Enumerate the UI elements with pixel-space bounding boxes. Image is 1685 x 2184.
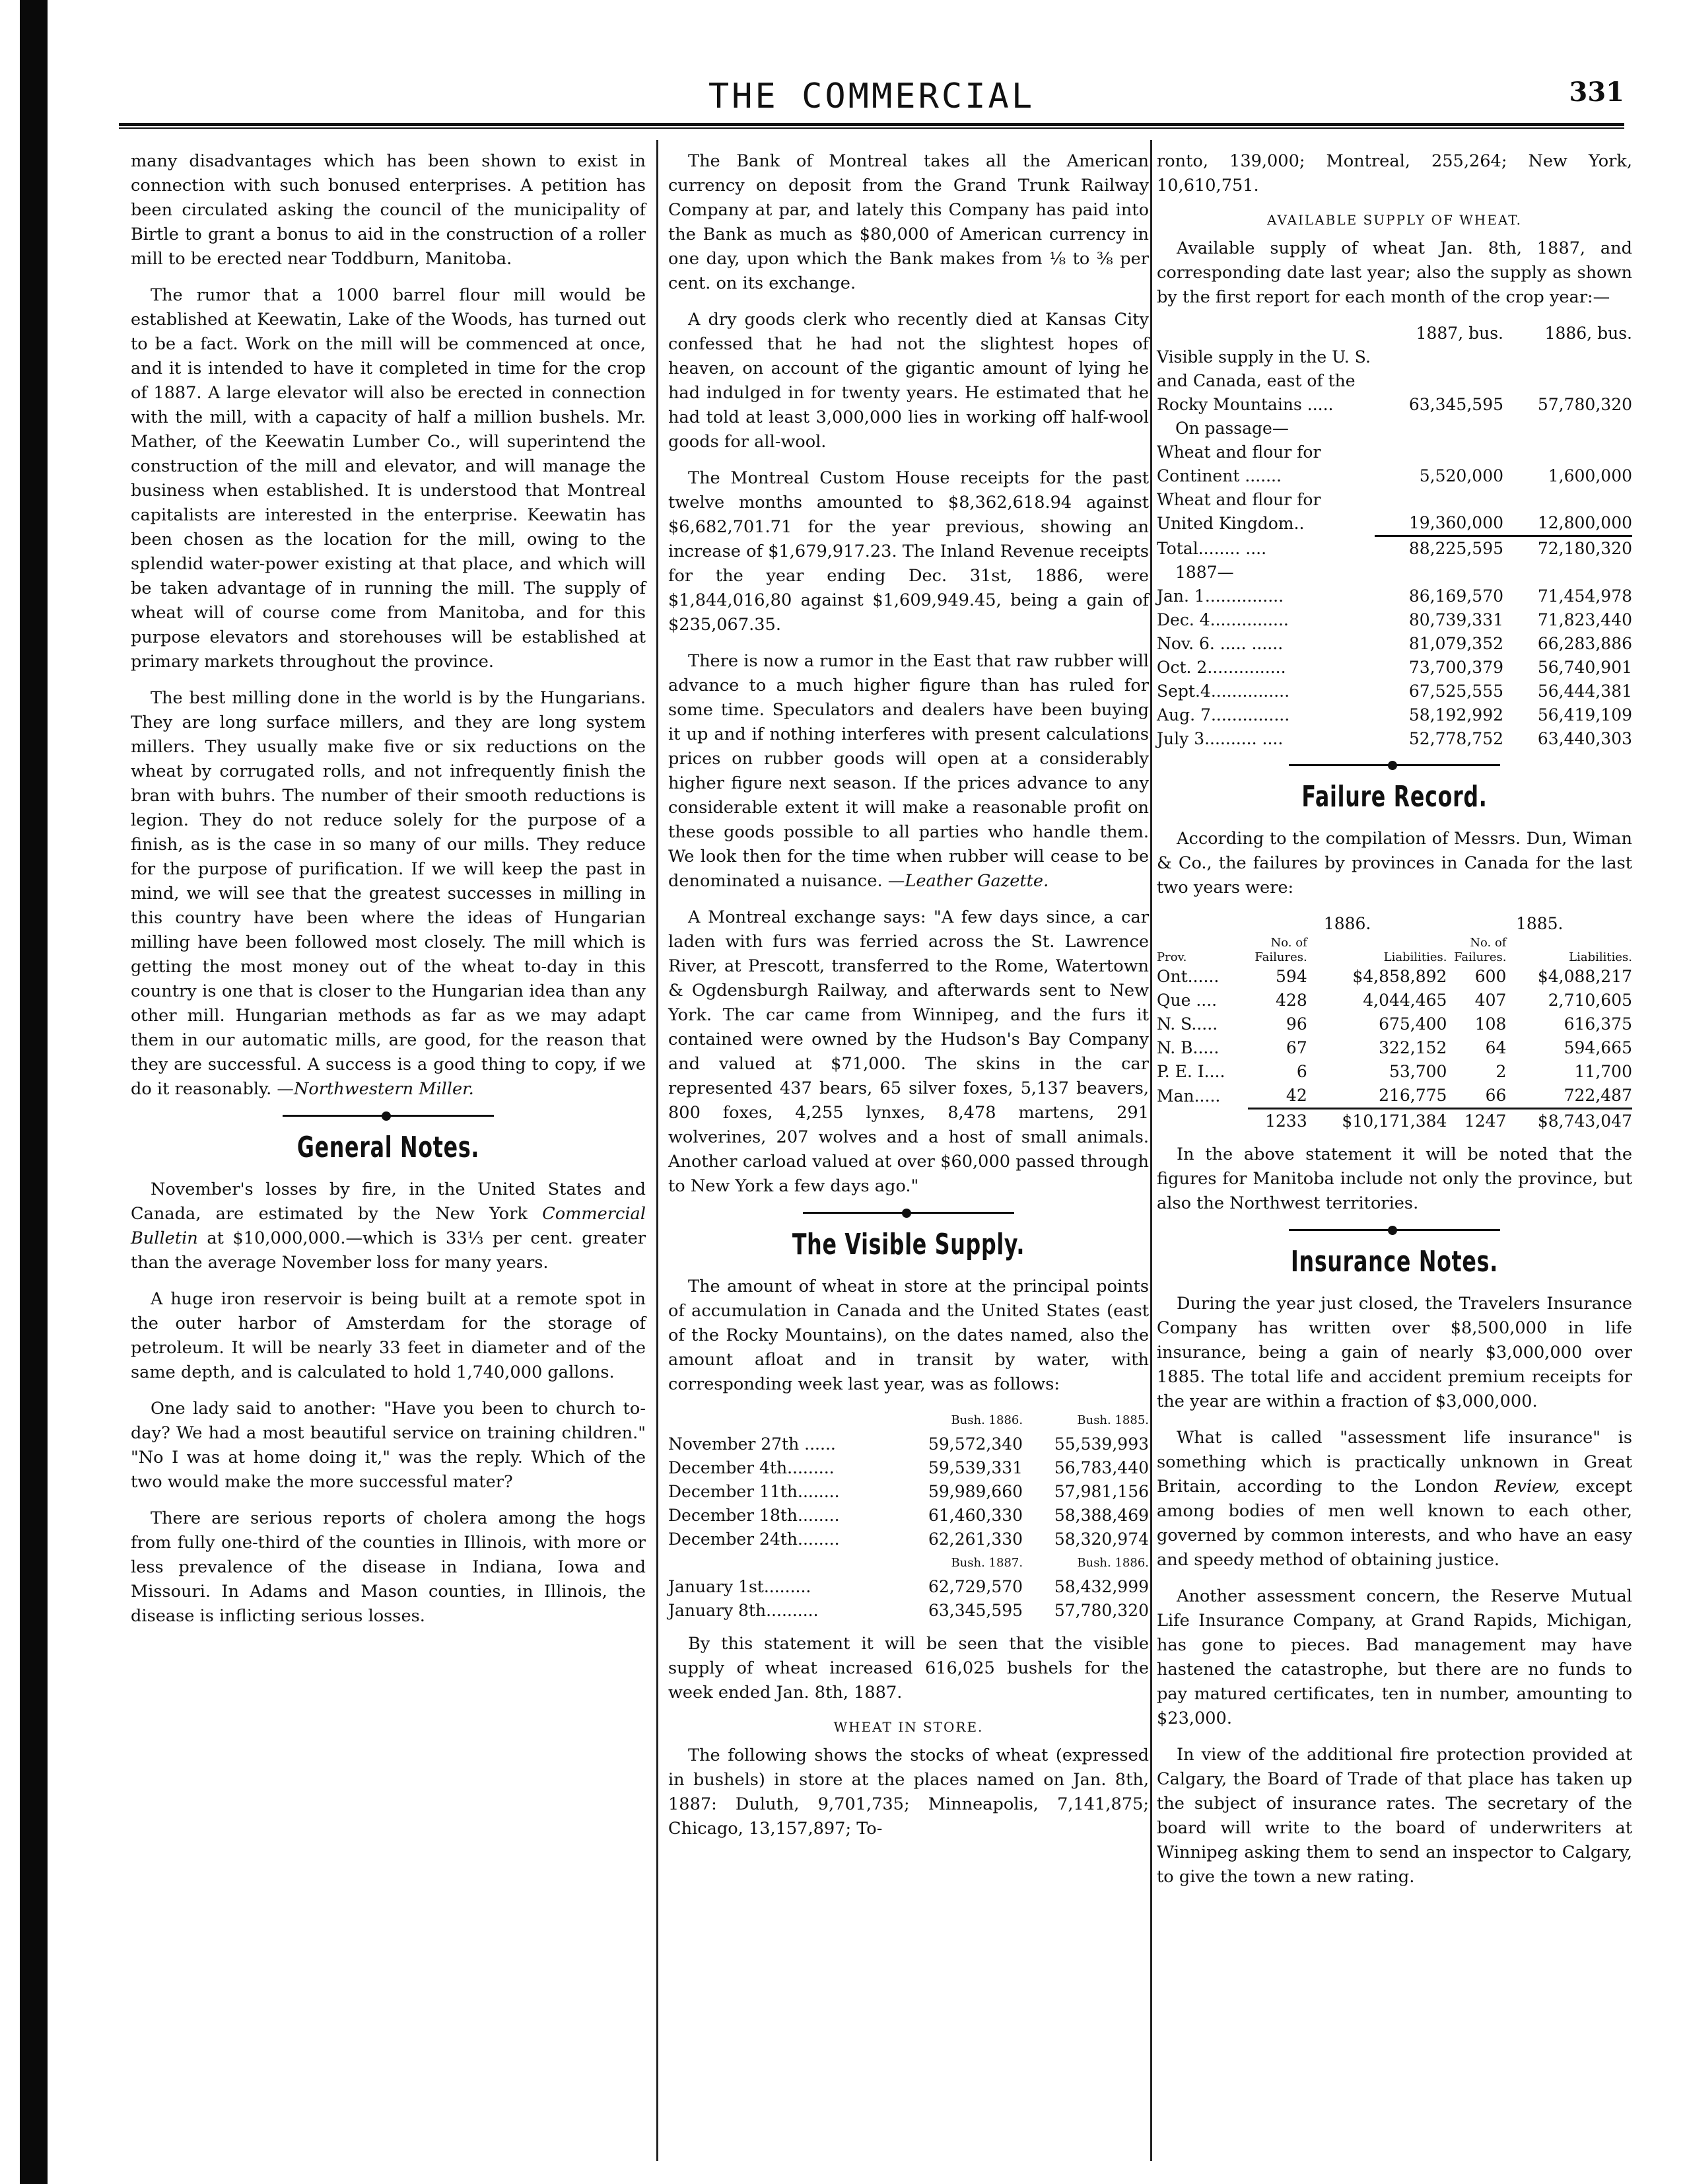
column-header: 1887, bus. bbox=[1416, 324, 1503, 343]
paragraph-text: What is called "assessment life insurance" is something which is practically unknown in Great Britain, according to the London bbox=[1157, 1427, 1632, 1497]
table-header-row bbox=[1157, 912, 1632, 936]
paragraph-text: except among bodies of men well known to each other, governed by common interests, and who have an easy and speedy method of obtaining justice. bbox=[1157, 1476, 1632, 1570]
paragraph bbox=[668, 649, 1149, 894]
table-row: Oct. 2............... 73,700,379 56,740,901 bbox=[1157, 657, 1632, 677]
table-row: Wheat and flour for United Kingdom.. 19,360,000 12,800,000 bbox=[1157, 490, 1632, 533]
table-row: December 18th........ 61,460,330 58,388,469 bbox=[668, 1506, 1149, 1525]
paragraph: One lady said to another: "Have you been to church to-day? We had a most beautiful service on training children." "No I was at home doing it," was the reply. Which of the two would make the more successful mater? bbox=[131, 1399, 646, 1492]
paragraph: In the above statement it will be noted that the figures for Manitoba include not only the province, but also the Northwest territories. bbox=[1157, 1144, 1632, 1213]
table-header-row bbox=[1157, 936, 1632, 965]
column-1 bbox=[131, 149, 646, 1640]
source-credit: Leather Gazette. bbox=[905, 871, 1049, 891]
publication-name: Review, bbox=[1494, 1476, 1560, 1497]
table-row: Wheat and flour for Continent ....... 5,520,000 1,600,000 bbox=[1157, 442, 1632, 485]
column-header: Bush. 1886. bbox=[951, 1413, 1023, 1427]
table-row: P. E. I.... 6 53,700 2 11,700 bbox=[1157, 1061, 1632, 1081]
paragraph: During the year just closed, the Travelers Insurance Company has written over $8,500,000 in life insurance, being a gain of nearly $3,000,000 over 1885. The total life and accident premium receipts for the year are within a fraction of $3,000,000. bbox=[1157, 1293, 1632, 1411]
table-row: November 27th ...... 59,572,340 55,539,993 bbox=[668, 1434, 1149, 1454]
table-header-row bbox=[668, 1409, 1149, 1432]
paragraph bbox=[1157, 1426, 1632, 1572]
paragraph: According to the compilation of Messrs. Dun, Wiman & Co., the failures by provinces in Canada for the last two years were: bbox=[1157, 828, 1632, 898]
column-header: Liabilities. bbox=[1383, 950, 1447, 964]
column-header: No. of Failures. bbox=[1255, 935, 1307, 964]
paragraph: The Montreal Custom House receipts for the past twelve months amounted to $8,362,618.94 against $6,682,701.71 for the year previous, showing an increase of $1,679,917.23. The Inland Revenue receipts for the year ending Dec. 31st, 1886, were $1,844,016,80 against $1,609,949.45, being a gain of $235,067.35. bbox=[668, 468, 1149, 635]
paragraph-text: The best milling done in the world is by the Hungarians. They are long surface millers, and they are long system millers. They usually make five or six reductions on the wheat by corrugated rolls, and not infrequently finish the bran with buhrs. The number of their smooth reductions is legion. They do not reduce solely for the purpose of a finish, as is the case in so many of our mills. They reduce for the purpose of purification. If we will keep the past in mind, we will see that the greatest successes in milling in this country have been where the ideas of Hungarian milling have been followed most closely. The mill which is getting the most money out of the wheat to-day in this country is one that is closer to the Hungarian idea than any other mill. Hungarian methods as far as we may adapt them in our automatic mills, are good, for the reason that they are successful. A success is a good thing to copy, if we do it reasonably. — bbox=[131, 688, 646, 1099]
paragraph bbox=[131, 686, 646, 1102]
section-separator bbox=[131, 1115, 646, 1117]
paragraph: By this statement it will be seen that the visible supply of wheat increased 616,025 bushels for the week ended Jan. 8th, 1887. bbox=[668, 1634, 1149, 1703]
table-row: Que .... 428 4,044,465 407 2,710,605 bbox=[1157, 990, 1632, 1010]
section-heading: The Visible Supply. bbox=[792, 1228, 1025, 1261]
paragraph: Available supply of wheat Jan. 8th, 1887, and corresponding date last year; also the supply as shown by the first report for each month of the crop year:— bbox=[1157, 238, 1632, 307]
header-rule bbox=[119, 123, 1624, 129]
paragraph: There are serious reports of cholera among the hogs from fully one-third of the counties in Illinois, with more or less prevalence of the disease in Indiana, Iowa and Missouri. In Adams and Mason counties, in Illinois, the disease is inflicting serious losses. bbox=[131, 1508, 646, 1626]
section-heading: Insurance Notes. bbox=[1291, 1244, 1498, 1279]
column-header: Liabilities. bbox=[1569, 950, 1632, 964]
table-row: N. S..... 96 675,400 108 616,375 bbox=[1157, 1014, 1632, 1034]
binding-edge bbox=[20, 0, 48, 2184]
column-header: No. of Failures. bbox=[1454, 935, 1507, 964]
table-row: Aug. 7............... 58,192,992 56,419,109 bbox=[1157, 705, 1632, 724]
paragraph-text: November's losses by fire, in the United States and Canada, are estimated by the New York bbox=[131, 1180, 646, 1224]
column-divider bbox=[656, 140, 658, 2161]
table-row: Nov. 6. ..... ...... 81,079,352 66,283,886 bbox=[1157, 633, 1632, 653]
table-row: Dec. 4............... 80,739,331 71,823,440 bbox=[1157, 610, 1632, 629]
column-2 bbox=[668, 149, 1149, 1853]
paragraph: many disadvantages which has been shown to exist in connection with such bonused enterprises. A petition has been circulated asking the council of the municipality of Birtle to grant a bonus to aid in the construction of a roller mill to be erected near Toddburn, Manitoba. bbox=[131, 151, 646, 269]
paragraph: Another assessment concern, the Reserve Mutual Life Insurance Company, at Grand Rapids, Michigan, has gone to pieces. Bad management may have hastened the catastrophe, but there are no funds to pay matured certificates, ten in number, amounting to $23,000. bbox=[1157, 1586, 1632, 1728]
source-credit: Northwestern Miller. bbox=[293, 1079, 474, 1099]
paragraph: A huge iron reservoir is being built at a remote spot in the outer harbor of Amsterdam for the storage of petroleum. It will be nearly 33 feet in diameter and of the same depth, and is calculated to hold 1,740,000 gallons. bbox=[131, 1289, 646, 1382]
section-heading: General Notes. bbox=[296, 1131, 480, 1164]
table-row: December 24th........ 62,261,330 58,320,974 bbox=[668, 1530, 1149, 1549]
table-row: Jan. 1............... 86,169,570 71,454,978 bbox=[1157, 586, 1632, 606]
available-supply-table bbox=[1157, 322, 1632, 751]
paragraph: In view of the additional fire protection provided at Calgary, the Board of Trade of that place has taken up the subject of insurance rates. The secretary of the board will write to the board of underwriters at Winnipeg asking them to send an inspector to Calgary, to give the town a new rating. bbox=[1157, 1744, 1632, 1887]
page-number: 331 bbox=[1569, 77, 1624, 108]
year-header: 1885. bbox=[1515, 913, 1564, 933]
column-header: Bush. 1887. bbox=[951, 1556, 1023, 1570]
column-divider bbox=[1150, 140, 1152, 2161]
table-row: Sept.4............... 67,525,555 56,444,381 bbox=[1157, 681, 1632, 701]
table-row: Visible supply in the U. S. and Canada, east of the Rocky Mountains ..... 63,345,595 57,780,320 bbox=[1157, 347, 1632, 414]
table-row: December 4th......... 59,539,331 56,783,440 bbox=[668, 1458, 1149, 1477]
visible-supply-table bbox=[668, 1409, 1149, 1623]
publication-title: THE COMMERCIAL bbox=[708, 77, 1035, 116]
table-row: On passage— bbox=[1175, 419, 1289, 438]
publication-name: Commercial Bulletin bbox=[131, 1204, 646, 1248]
table-row: N. B..... 67 322,152 64 594,665 bbox=[1157, 1038, 1632, 1057]
paragraph-text: There is now a rumor in the East that raw rubber will advance to a much higher figure than has ruled for some time. Speculators and dealers have been buying it up and if nothing interferes with present calculations prices on rubber goods will open at a considerably higher figure next season. If the prices advance to any considerable extent it will make a reasonable profit on these goods possible to all parties who handle them. We look then for the time when rubber will cease to be denominated a nuisance. — bbox=[668, 651, 1149, 891]
section-heading: Failure Record. bbox=[1301, 779, 1488, 814]
table-total-row: 1233 $10,171,384 1247 $8,743,047 bbox=[1157, 1108, 1632, 1133]
paragraph-text: at $10,000,000.—which is 33⅓ per cent. greater than the average November loss for many years. bbox=[131, 1228, 646, 1273]
table-row: July 3.......... .... 52,778,752 63,440,303 bbox=[1157, 728, 1632, 748]
page-header bbox=[119, 71, 1624, 124]
failure-record-table bbox=[1157, 912, 1632, 1133]
table-row: January 8th.......... 63,345,595 57,780,320 bbox=[668, 1601, 1149, 1620]
table-row: 1887— bbox=[1175, 562, 1234, 582]
table-row: December 11th........ 59,989,660 57,981,156 bbox=[668, 1482, 1149, 1501]
table-row: Ont...... 594 $4,858,892 600 $4,088,217 bbox=[1157, 966, 1632, 986]
paragraph: A Montreal exchange says: "A few days since, a car laden with furs was ferried across the St. Lawrence River, at Prescott, transferred to the Rome, Watertown & Ogdensburgh Railway, and afterwards sent to New York. The car came from Winnipeg, and the furs it contained were owned by the Hudson's Bay Company and valued at $71,000. The skins in the car represented 437 bears, 65 silver foxes, 5,137 beavers, 800 foxes, 4,255 lynxes, 8,478 martens, 291 wolverines, 207 wolves and a host of small animals. Another carload valued at over $60,000 passed through to New York a few days ago." bbox=[668, 907, 1149, 1196]
column-header: Bush. 1886. bbox=[1077, 1556, 1149, 1570]
column-header: 1886, bus. bbox=[1544, 324, 1632, 343]
table-header-row bbox=[1157, 322, 1632, 345]
table-row: Man..... 42 216,775 66 722,487 bbox=[1157, 1085, 1632, 1106]
column-3 bbox=[1157, 149, 1632, 1901]
table-row: January 1st......... 62,729,570 58,432,999 bbox=[668, 1577, 1149, 1596]
paragraph: ronto, 139,000; Montreal, 255,264; New York, 10,610,751. bbox=[1157, 151, 1632, 195]
paragraph: The Bank of Montreal takes all the American currency on deposit from the Grand Trunk Railway Company at par, and lately this Company has paid into the Bank as much as $80,000 of American currency in one day, upon which the Bank makes from ⅛ to ⅜ per cent. on its exchange. bbox=[668, 151, 1149, 293]
column-header: Bush. 1885. bbox=[1077, 1413, 1149, 1427]
paragraph: The amount of wheat in store at the principal points of accumulation in Canada and the United States (east of the Rocky Mountains), on the dates named, also the amount afloat and in transit by water, with corresponding week last year, was as follows: bbox=[668, 1277, 1149, 1394]
paragraph bbox=[131, 1178, 646, 1275]
paragraph: A dry goods clerk who recently died at Kansas City confessed that he had not the slightest hopes of heaven, on account of the gigantic amount of lying he had indulged in for twenty years. He estimated that he had told at least 3,000,000 lies in working off half-wool goods for all-wool. bbox=[668, 310, 1149, 452]
table-header-row bbox=[668, 1551, 1149, 1575]
section-separator bbox=[1157, 764, 1632, 766]
column-header: Prov. bbox=[1157, 950, 1187, 964]
table-total-row: Total........ .... 88,225,595 72,180,320 bbox=[1157, 536, 1632, 561]
section-separator bbox=[668, 1212, 1149, 1214]
paragraph: The rumor that a 1000 barrel flour mill would be established at Keewatin, Lake of the Woods, has turned out to be a fact. Work on the mill will be commenced at once, and it is intended to have it completed in time for the crop of 1887. A large elevator will also be erected in connection with the mill, with a capacity of half a million bushels. Mr. Mather, of the Keewatin Lumber Co., will superintend the construction of the mill and elevator, and will manage the business when established. It is understood that Montreal capitalists are interested in the enterprise. Keewatin has been chosen as the location for the mill, owing to the splendid water-power existing at that place, and which will be taken advantage of in running the mill. The supply of wheat will of course come from Manitoba, and for this purpose elevators and storehouses will be established at primary markets throughout the province. bbox=[131, 285, 646, 672]
paragraph: The following shows the stocks of wheat (expressed in bushels) in store at the places named on Jan. 8th, 1887: Duluth, 9,701,735; Minneapolis, 7,141,875; Chicago, 13,157,897; To- bbox=[668, 1745, 1149, 1839]
subheading: WHEAT IN STORE. bbox=[833, 1719, 984, 1735]
section-separator bbox=[1157, 1229, 1632, 1231]
subheading: AVAILABLE SUPPLY OF WHEAT. bbox=[1267, 212, 1522, 228]
year-header: 1886. bbox=[1323, 913, 1371, 933]
